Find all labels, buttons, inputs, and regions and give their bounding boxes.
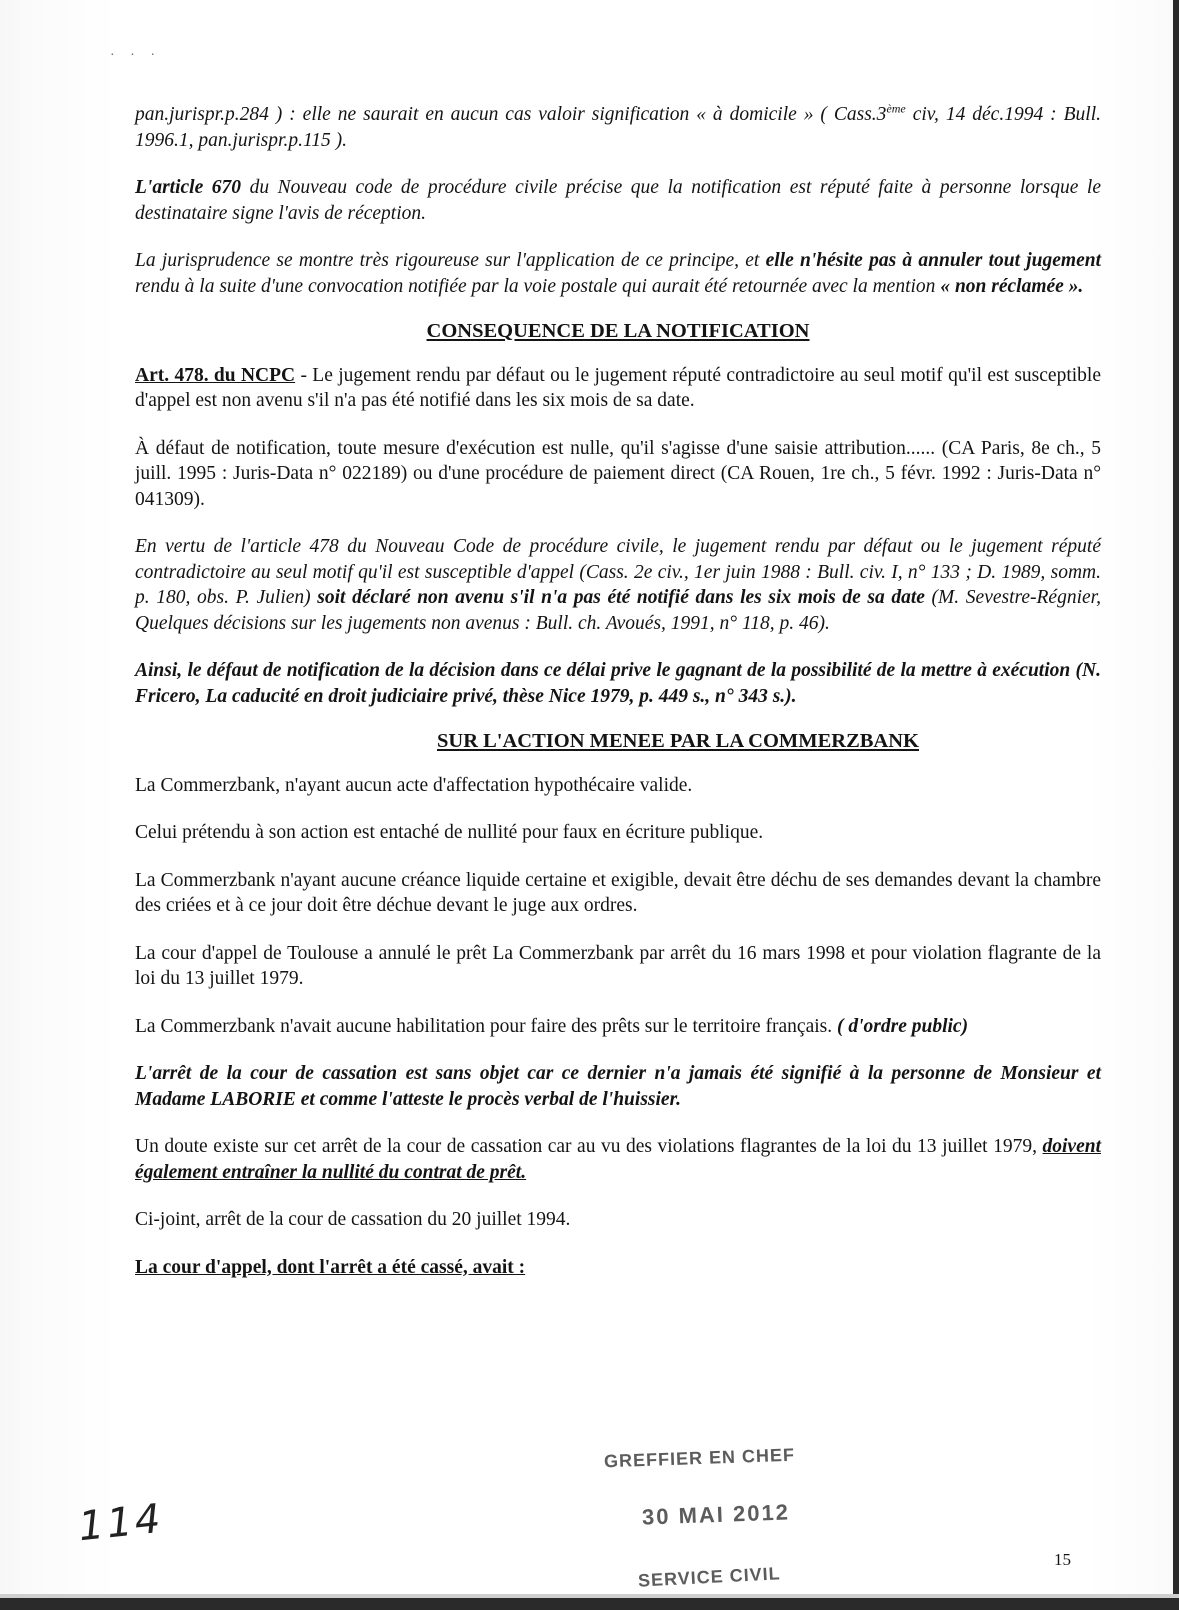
- paragraph-jurisprudence-citation: pan.jurispr.p.284 ) : elle ne saurait en aucun cas valoir signification « à domicile » ( Cass.3ème civ, 14 déc.1994 : Bull. 1996.1, pan.jurispr.p.115 ).: [135, 101, 1101, 151]
- page-number: 15: [1054, 1550, 1071, 1569]
- paragraph-arret-sans-objet: L'arrêt de la cour de cassation est sans objet car ce dernier n'a jamais été signifié à la personne de Monsieur et Madame LABORIE et comme l'atteste le procès verbal de l'huissier.: [135, 1063, 1101, 1110]
- scan-specks: · · ·: [110, 48, 161, 63]
- heading-action-commerzbank: SUR L'ACTION MENEE PAR LA COMMERZBANK: [437, 730, 919, 752]
- paragraph-ainsi-defaut: Ainsi, le défaut de notification de la décision dans ce délai prive le gagnant de la possibilité de la mettre à exécution (N. Fricero, La caducité en droit judiciaire privé, thèse Nice 1979, p. 449 s., n° 343 s.).: [135, 660, 1101, 707]
- paragraph-doute-arret: Un doute existe sur cet arrêt de la cour de cassation car au vu des violations flagrantes de la loi du 13 juillet 1979, doivent également entraîner la nullité du contrat de prêt.: [135, 1136, 1101, 1183]
- scan-edge-right: [1173, 0, 1179, 1610]
- paragraph-art-478: Art. 478. du NCPC - Le jugement rendu par défaut ou le jugement réputé contradictoire au seul motif qu'il est susceptible d'appel est non avenu s'il n'a pas été notifié dans les six mois de sa date.: [135, 364, 1101, 411]
- paragraph-nullite-faux: Celui prétendu à son action est entaché de nullité pour faux en écriture publique.: [135, 822, 764, 843]
- paragraph-cour-appel-toulouse: La cour d'appel de Toulouse a annulé le prêt La Commerzbank par arrêt du 16 mars 1998 et pour violation flagrante de la loi du 13 juillet 1979.: [135, 942, 1101, 989]
- paragraph-jurisprudence-rigoureuse: La jurisprudence se montre très rigoureuse sur l'application de ce principe, et elle n'hésite pas à annuler tout jugement rendu à la suite d'une convocation notifiée par la voie postale qui aurait été retournée avec la mention « non réclamée ».: [135, 250, 1101, 297]
- stamp-date: 30 MAI 2012: [641, 1499, 791, 1530]
- paragraph-defaut-notification: À défaut de notification, toute mesure d'exécution est nulle, qu'il s'agisse d'une saisie attribution...... (CA Paris, 8e ch., 5 juill. 1995 : Juris-Data n° 022189) ou d'une procédure de paiement direct (CA Rouen, 1re ch., 5 févr. 1992 : Juris-Data n° 041309).: [135, 437, 1101, 510]
- scan-edge-bottom: [0, 1598, 1179, 1610]
- heading-consequence-notification: CONSEQUENCE DE LA NOTIFICATION: [426, 320, 810, 342]
- paragraph-cour-appel-cassee: La cour d'appel, dont l'arrêt a été cassé, avait :: [135, 1256, 526, 1278]
- handwritten-number: 114: [75, 1495, 166, 1551]
- paragraph-commerzbank-affectation: La Commerzbank, n'ayant aucun acte d'affectation hypothécaire valide.: [135, 774, 693, 796]
- stamp-greffier: GREFFIER EN CHEF: [603, 1444, 796, 1472]
- paragraph-article-670: L'article 670 du Nouveau code de procédure civile précise que la notification est réputé faite à personne lorsque le destinataire signe l'avis de réception.: [135, 177, 1102, 224]
- paragraph-creance-liquide: La Commerzbank n'ayant aucune créance liquide certaine et exigible, devait être déchu de ses demandes devant la chambre des criées et à ce jour doit être déchue devant le juge aux ordres.: [135, 869, 1101, 916]
- paragraph-vertu-article-478: En vertu de l'article 478 du Nouveau Code de procédure civile, le jugement rendu par défaut ou le jugement réputé contradictoire au seul motif qu'il est susceptible d'appel (Cass. 2e civ., 1er juin 1988 : Bull. civ. I, n° 133 ; D. 1989, somm. p. 180, obs. P. Julien) soit déclaré non avenu s'il n'a pas été notifié dans les six mois de sa date (M. Sevestre-Régnier, Quelques décisions sur les jugements non avenus : Bull. ch. Avoués, 1991, n° 118, p. 46).: [135, 536, 1101, 634]
- document-body: [135, 102, 1101, 1280]
- stamp-service: SERVICE CIVIL: [637, 1563, 782, 1591]
- paragraph-ci-joint: Ci-joint, arrêt de la cour de cassation du 20 juillet 1994.: [135, 1209, 571, 1230]
- paragraph-habilitation: La Commerzbank n'avait aucune habilitation pour faire des prêts sur le territoire français. ( d'ordre public): [135, 1015, 969, 1037]
